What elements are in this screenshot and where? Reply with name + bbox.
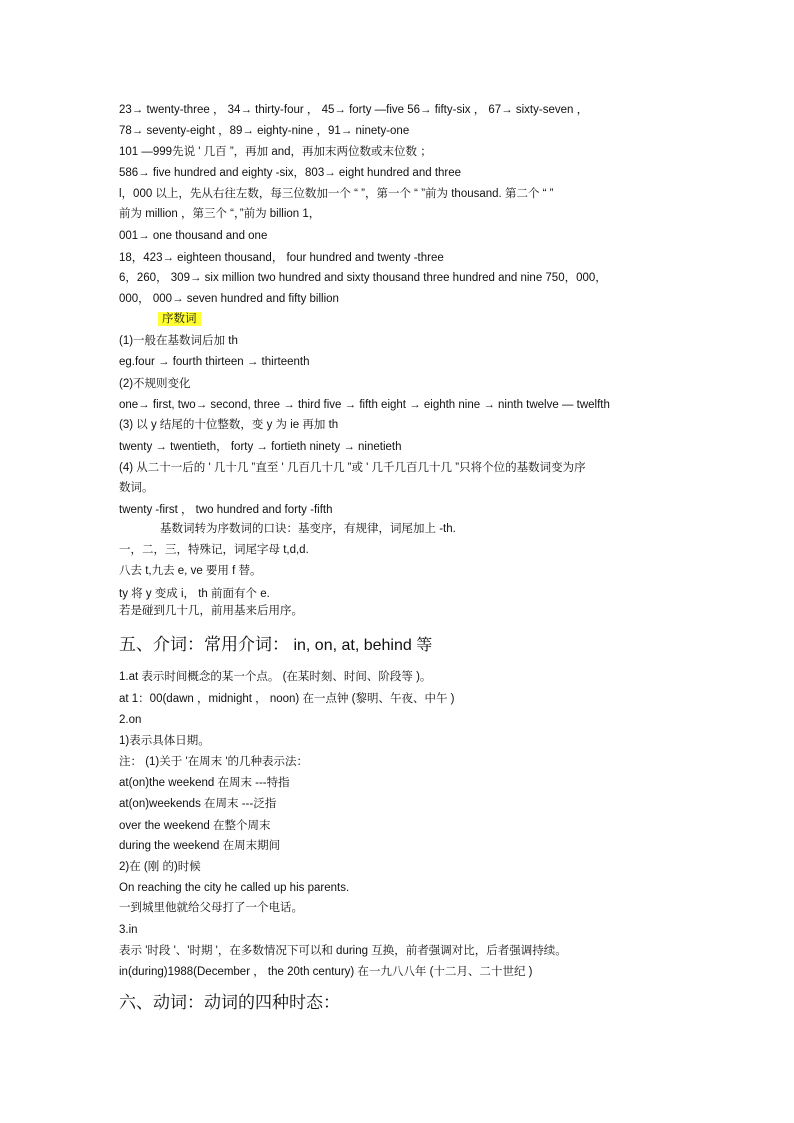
text-line: 2.on xyxy=(119,714,142,726)
text-line: 2)在 (刚 的)时候 xyxy=(119,861,201,873)
text-line: 八去 t,九去 e, ve 要用 f 替。 xyxy=(119,565,262,577)
text-line: 101 —999先说 ' 几百 ”，再加 and，再加末两位数或末位数 ； xyxy=(119,146,432,158)
section-heading-verbs: 六、动词：动词的四种时态： xyxy=(119,993,340,1013)
text-line: (3) 以 y 结尾的十位整数，变 y 为 ie 再加 th xyxy=(119,419,339,431)
section-heading-prepositions xyxy=(119,635,432,656)
text-line: one→ first, two→ second, three → third five → fifth eight → eighth nine → ninth twelve — twelfth xyxy=(119,399,610,411)
text-line: 6，260， 309→ six million two hundred and sixty thousand three hundred and nine 750，000， xyxy=(119,272,607,284)
text-line: (1)一般在基数词后加 th xyxy=(119,335,238,347)
text-line: 数词。 xyxy=(119,482,154,494)
text-line: On reaching the city he called up his parents. xyxy=(119,882,350,894)
text-line: (4) 从二十一后的 ' 几十几 ”直至 ' 几百几十几 ”或 ' 几千几百几十几 ”只将个位的基数词变为序 xyxy=(119,462,586,474)
text-line: at 1：00(dawn ，midnight ， noon) 在一点钟 (黎明、午夜、中午 ) xyxy=(119,693,455,705)
text-line: 000， 000→ seven hundred and fifty billion xyxy=(119,293,339,305)
text-line: l，000 以上，先从右往左数，每三位数加一个 “ ”，第一个 “ ”前为 thousand. 第二个 “ ” xyxy=(119,188,554,200)
text-line: 1.at 表示时间概念的某一个点。 (在某时刻、时间、阶段等 )。 xyxy=(119,671,432,683)
text-line: 3.in xyxy=(119,924,138,936)
text-line: 表示 '时段 '、'时期 '，在多数情况下可以和 during 互换，前者强调对比，后者强调持续。 xyxy=(119,945,567,957)
text-line: 001→ one thousand and one xyxy=(119,230,268,242)
text-line: 78→ seventy-eight ，89→ eighty-nine ，91→ ninety-one xyxy=(119,125,410,137)
text-line: at(on)weekends 在周末 ---泛指 xyxy=(119,798,277,810)
text-line: 23→ twenty-three ， 34→ thirty-four ， 45→ forty —five 56→ fifty-six ， 67→ sixty-seven ， xyxy=(119,104,589,116)
text-line: 前为 million ，第三个 “，”前为 billion 1， xyxy=(119,208,321,220)
text-line: (2)不规则变化 xyxy=(119,378,191,390)
text-line: 1)表示具体日期。 xyxy=(119,735,210,747)
text-line: 注： (1)关于 '在周末 '的几种表示法： xyxy=(119,756,309,768)
text-line: twenty → twentieth， forty → fortieth ninety → ninetieth xyxy=(119,441,402,453)
section-label-ordinal xyxy=(158,312,201,326)
text-line: 一到城里他就给父母打了一个电话。 xyxy=(119,902,303,914)
text-line: 18，423→ eighteen thousand， four hundred and twenty -three xyxy=(119,252,444,264)
text-line: at(on)the weekend 在周末 ---特指 xyxy=(119,777,290,789)
text-line: during the weekend 在周末期间 xyxy=(119,840,281,852)
text-line: eg.four → fourth thirteen → thirteenth xyxy=(119,356,310,368)
text-line: 586→ five hundred and eighty -six，803→ eight hundred and three xyxy=(119,167,462,179)
text-line: 基数词转为序数词的口诀：基变序，有规律，词尾加上 -th. xyxy=(160,523,456,535)
heading-cn: 五、介词：常用介词： xyxy=(119,635,289,655)
text-line: over the weekend 在整个周末 xyxy=(119,820,271,832)
text-line: in(during)1988(December ， the 20th century) 在一九八八年 (十二月、二十世纪 ) xyxy=(119,966,533,978)
highlight-label: 序数词 xyxy=(158,312,201,326)
heading-en: in, on, at, behind 等 xyxy=(289,637,433,654)
text-line: 若是碰到几十几，前用基来后用序。 xyxy=(119,605,303,617)
text-line: ty 将 y 变成 i， th 前面有个 e. xyxy=(119,588,270,600)
text-line: 一，二，三，特殊记，词尾字母 t,d,d. xyxy=(119,544,309,556)
text-line: twenty -first ， two hundred and forty -fifth xyxy=(119,504,333,516)
